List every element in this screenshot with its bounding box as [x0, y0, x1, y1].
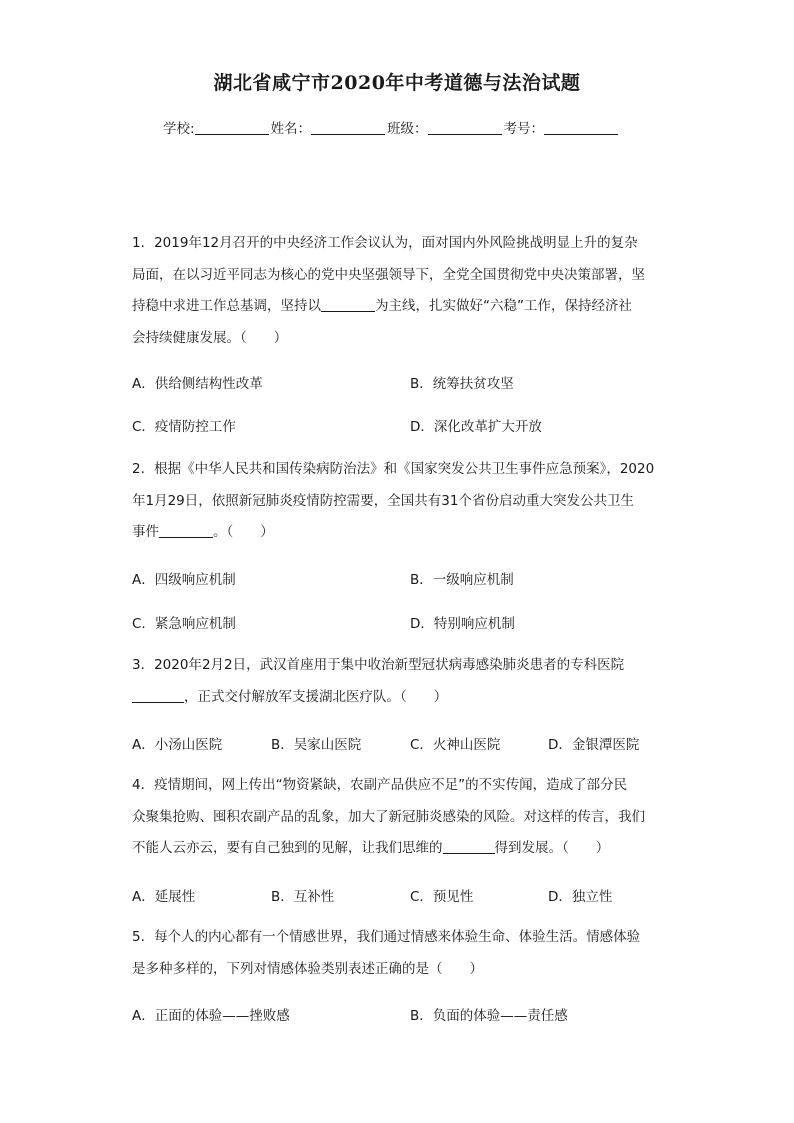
- option-a[interactable]: A．四级响应机制: [132, 572, 236, 588]
- answer-blank[interactable]: [159, 523, 213, 538]
- question-text-line: 众聚集抢购、囤积农副产品的乱象，加大了新冠肺炎感染的风险。对这样的传言，我们: [132, 808, 645, 825]
- question-text: 。（ ）: [213, 524, 274, 540]
- exam-no-blank[interactable]: [544, 120, 618, 135]
- question-text-line: 2．根据《中华人民共和国传染病防治法》和《国家突发公共卫生事件应急预案》，2020: [132, 461, 655, 477]
- question-text-line: 会持续健康发展。（ ）: [132, 329, 288, 346]
- option-b[interactable]: B．负面的体验——责任感: [410, 1008, 568, 1024]
- option-d[interactable]: D．独立性: [548, 889, 613, 905]
- question-text-line: 局面，在以习近平同志为核心的党中央坚强领导下，全党全国贯彻党中央决策部署，坚: [132, 266, 645, 283]
- question-3: [132, 650, 662, 713]
- option-b[interactable]: B．互补性: [271, 889, 335, 905]
- question-text: 为主线，扎实做好“六稳”工作，保持经济社: [375, 298, 632, 314]
- option-a[interactable]: A．延展性: [132, 889, 196, 905]
- option-c[interactable]: C．疫情防控工作: [132, 419, 236, 435]
- name-blank[interactable]: [311, 120, 385, 135]
- question-5: [132, 922, 662, 985]
- option-d[interactable]: D．深化改革扩大开放: [410, 419, 542, 435]
- question-text: 得到发展。（ ）: [494, 840, 610, 856]
- answer-blank[interactable]: [321, 297, 375, 312]
- school-blank[interactable]: [195, 120, 269, 135]
- answer-blank[interactable]: [132, 688, 184, 703]
- question-text: 事件: [132, 524, 159, 540]
- question-4: [132, 770, 662, 865]
- class-blank[interactable]: [428, 120, 502, 135]
- option-a[interactable]: A．供给侧结构性改革: [132, 376, 263, 392]
- name-label: 姓名：: [270, 121, 312, 137]
- question-text-line: 3．2020年2月2日，武汉首座用于集中收治新型冠状病毒感染肺炎患者的专科医院: [132, 657, 625, 673]
- question-1: [132, 228, 662, 354]
- question-text-line: 年1月29日，依照新冠肺炎疫情防控需要，全国共有31个省份启动重大突发公共卫生: [132, 492, 634, 509]
- option-c[interactable]: C．预见性: [410, 889, 474, 905]
- question-text-line: 是多种多样的，下列对情感体验类别表述正确的是（ ）: [132, 960, 483, 977]
- option-c[interactable]: C．火神山医院: [410, 737, 501, 753]
- option-d[interactable]: D．金银潭医院: [548, 737, 640, 753]
- option-d[interactable]: D．特别响应机制: [410, 616, 515, 632]
- option-a[interactable]: A．小汤山医院: [132, 737, 223, 753]
- exam-no-label: 考号：: [503, 121, 545, 137]
- option-b[interactable]: B．统筹扶贫攻坚: [410, 376, 514, 392]
- option-b[interactable]: B．一级响应机制: [410, 572, 514, 588]
- question-text: 持稳中求进工作总基调，坚持以: [132, 298, 321, 314]
- school-label: 学校:: [163, 121, 195, 137]
- option-a[interactable]: A．正面的体验——挫败感: [132, 1008, 290, 1024]
- class-label: 班级：: [387, 121, 428, 137]
- question-text-line: 1．2019年12月召开的中央经济工作会议认为，面对国内外风险挑战明显上升的复杂: [132, 235, 638, 251]
- question-2: [132, 454, 662, 549]
- question-text: ，正式交付解放军支援湖北医疗队。（ ）: [184, 688, 448, 705]
- option-c[interactable]: C．紧急响应机制: [132, 616, 236, 632]
- question-text-line: 5．每个人的内心都有一个情感世界，我们通过情感来体验生命、体验生活。情感体验: [132, 929, 641, 945]
- option-b[interactable]: B．吴家山医院: [271, 737, 362, 753]
- page-title: 湖北省咸宁市2020年中考道德与法治试题: [213, 72, 581, 94]
- question-text-line: 4．疫情期间，网上传出“物资紧缺，农副产品供应不足”的不实传闻，造成了部分民: [132, 777, 628, 793]
- answer-blank[interactable]: [443, 839, 495, 854]
- question-text: 不能人云亦云，要有自己独到的见解，让我们思维的: [132, 840, 443, 856]
- student-info-line: [163, 117, 620, 137]
